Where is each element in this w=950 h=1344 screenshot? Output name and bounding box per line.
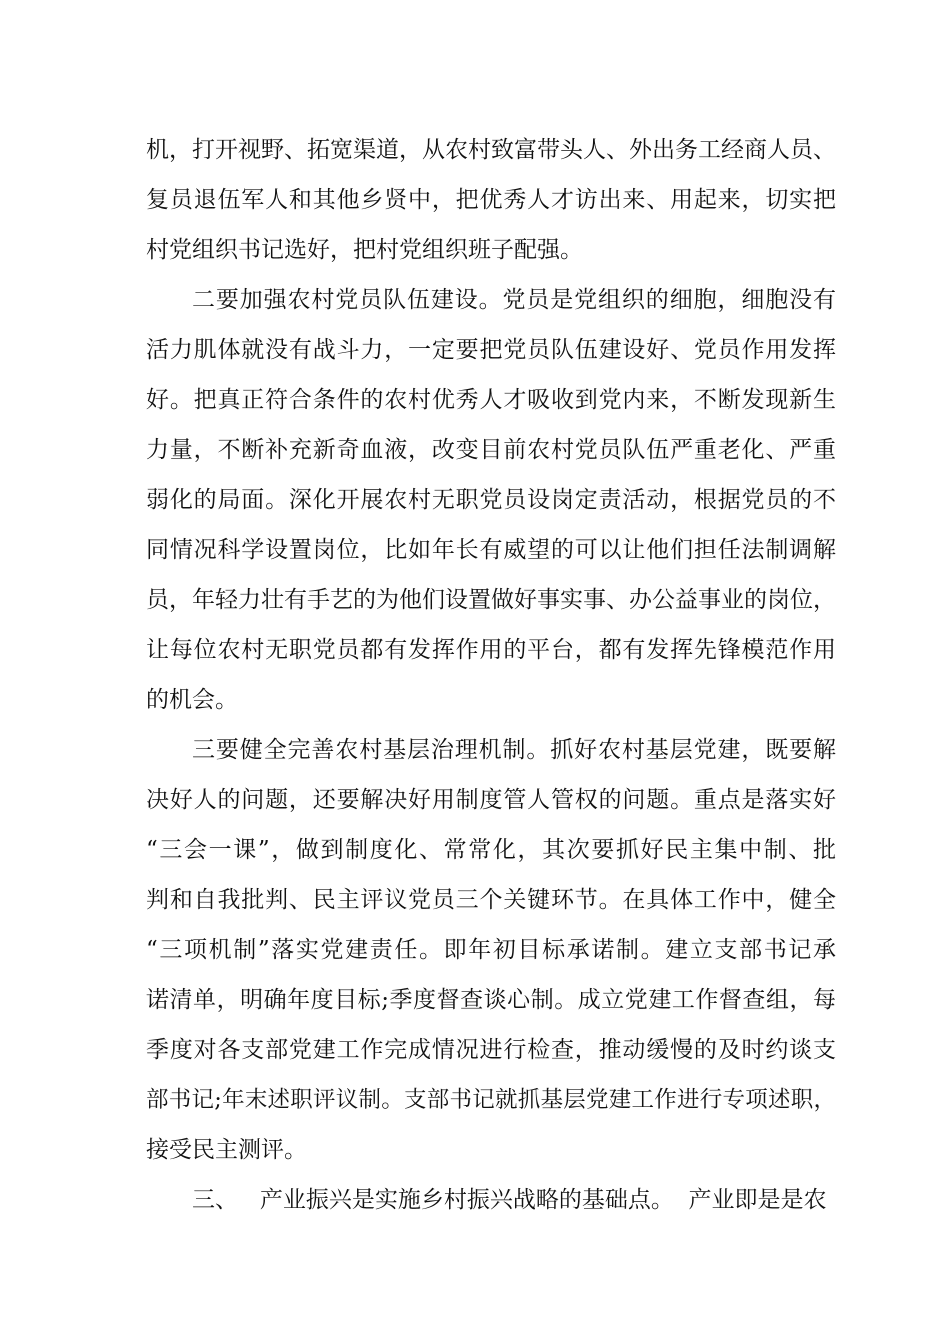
paragraph-2-line-1: 二要加强农村党员队伍建设。党员是党组织的细胞，细胞没有 [192,287,836,313]
paragraph-3-line-8: 部书记;年末述职评议制。支部书记就抓基层党建工作进行专项述职， [146,1087,836,1113]
paragraph-2-line-2: 活力肌体就没有战斗力，一定要把党员队伍建设好、党员作用发挥 [146,337,836,363]
paragraph-1-line-1: 机，打开视野、拓宽渠道，从农村致富带头人、外出务工经商人员、 [146,137,836,163]
paragraph-1-line-3: 村党组织书记选好，把村党组织班子配强。 [146,237,583,263]
paragraph-3-line-7: 季度对各支部党建工作完成情况进行检查，推动缓慢的及时约谈支 [146,1037,836,1063]
paragraph-2-line-3: 好。把真正符合条件的农村优秀人才吸收到党内来，不断发现新生 [146,387,836,413]
paragraph-2-line-9: 的机会。 [146,687,238,713]
paragraph-2-line-4: 力量，不断补充新奇血液，改变目前农村党员队伍严重老化、严重 [146,437,836,463]
paragraph-1-line-2: 复员退伍军人和其他乡贤中，把优秀人才访出来、用起来，切实把 [146,187,836,213]
paragraph-3-line-1: 三要健全完善农村基层治理机制。抓好农村基层党建，既要解 [192,737,836,763]
paragraph-2-line-6: 同情况科学设置岗位，比如年长有威望的可以让他们担任法制调解 [146,537,836,563]
paragraph-2-line-7: 员，年轻力壮有手艺的为他们设置做好事实事、办公益事业的岗位， [146,587,836,613]
paragraph-3-line-5: “三项机制”落实党建责任。即年初目标承诺制。建立支部书记承 [146,937,836,963]
paragraph-2-line-8: 让每位农村无职党员都有发挥作用的平台，都有发挥先锋模范作用 [146,637,836,663]
paragraph-3-line-2: 决好人的问题，还要解决好用制度管人管权的问题。重点是落实好 [146,787,836,813]
section-heading-3: 三、 产业振兴是实施乡村振兴战略的基础点。 产业即是是农 [192,1187,827,1213]
paragraph-2-line-5: 弱化的局面。深化开展农村无职党员设岗定责活动，根据党员的不 [146,487,836,513]
paragraph-3-line-4: 判和自我批判、民主评议党员三个关键环节。在具体工作中，健全 [146,887,836,913]
paragraph-3-line-9: 接受民主测评。 [146,1137,307,1163]
paragraph-3-line-6: 诺清单，明确年度目标;季度督查谈心制。成立党建工作督查组，每 [146,987,836,1013]
paragraph-3-line-3: “三会一课”，做到制度化、常常化，其次要抓好民主集中制、批 [146,837,836,863]
